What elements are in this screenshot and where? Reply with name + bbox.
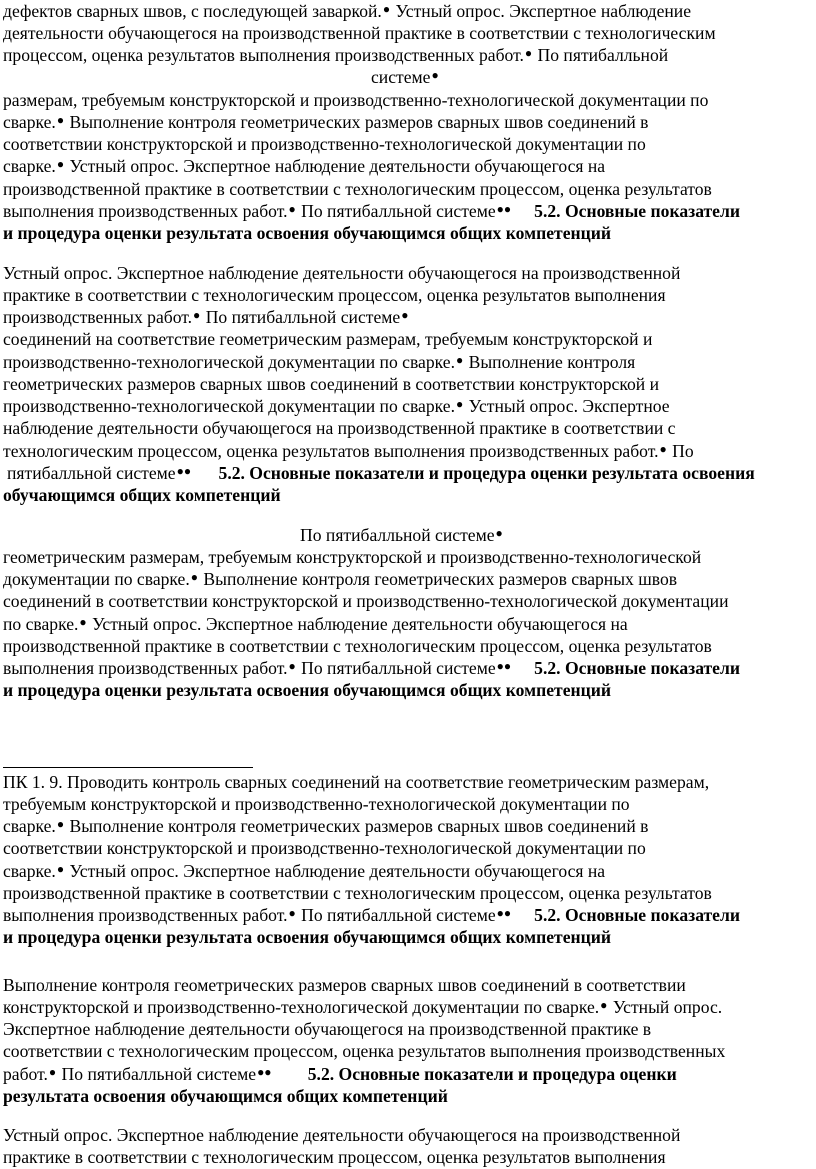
section-heading: результата освоения обучающимся общих компетенций [3,1086,448,1106]
section-heading: 5.2. Основные показатели и процедура оценки [307,1064,677,1084]
text-line: производственных работ.● По пятибалльной системе● [3,307,409,327]
text-line: Устный опрос. Экспертное наблюдение деятельности обучающегося на производственной [3,263,681,283]
text-line: требуемым конструкторской и производственно-технологической документации по [3,794,630,814]
text-line: соединений на соответствие геометрическим размерам, требуемым конструкторской и [3,329,653,349]
text-line: практике в соответствии с технологическим процессом, оценка результатов выполнения [3,285,666,305]
bullet-icon: ●● [496,659,512,673]
text-line: Устный опрос. Экспертное наблюдение деятельности обучающегося на производственной [3,1125,681,1145]
section-heading: 5.2. Основные показатели [534,201,740,221]
section-heading: и процедура оценки результата освоения обучающимся общих компетенций [3,680,612,700]
text-line: конструкторской и производственно-технологической документации по сварке.● Устный опрос. [3,997,723,1017]
text-line: производственной практике в соответствии с технологическим процессом, оценка результатов [3,179,712,199]
bullet-icon: ● [56,113,65,127]
bullet-icon: ● [401,308,409,322]
bullet-icon: ●● [176,464,192,478]
text-line: деятельности обучающегося на производственной практике в соответствии с технологическим [3,23,716,43]
section-heading: 5.2. Основные показатели [534,658,740,678]
text-line: размерам, требуемым конструкторской и производственно-технологической документации по [3,90,709,110]
text-line: выполнения производственных работ.● По пятибалльной системе●● 5.2. Основные показатели [3,201,740,221]
section-heading: обучающимся общих компетенций [3,485,281,505]
text-line: По пятибалльной системе● [300,525,503,545]
text-line: документации по сварке.● Выполнение контроля геометрических размеров сварных швов [3,569,678,589]
bullet-icon: ● [455,353,464,367]
text-line: производственно-технологической документации по сварке.● Устный опрос. Экспертное [3,396,670,416]
text-line: производственной практике в соответствии с технологическим процессом, оценка результатов [3,636,712,656]
text-line: системе● [371,67,439,87]
bullet-icon: ●● [496,906,512,920]
section-heading: 5.2. Основные показатели и процедура оценки результата освоения [218,463,755,483]
bullet-icon: ● [431,68,439,82]
bullet-icon: ● [288,202,296,216]
bullet-icon: ● [495,526,503,540]
text-line: сварке.● Устный опрос. Экспертное наблюдение деятельности обучающегося на [3,156,606,176]
bullet-icon: ●● [496,202,512,216]
bullet-icon: ●● [257,1065,272,1079]
bullet-icon: ● [56,157,65,171]
text-line: работ.● По пятибалльной системе●● 5.2. Основные показатели и процедура оценки [3,1064,677,1084]
text-line: геометрическим размерам, требуемым конструкторской и производственно-технологической [3,547,702,567]
text-line: сварке.● Выполнение контроля геометрических размеров сварных швов соединений в [3,816,649,836]
text-line: ПК 1. 9. Проводить контроль сварных соединений на соответствие геометрическим размерам, [3,772,710,792]
bullet-icon: ● [56,862,65,876]
bullet-icon: ● [193,308,201,322]
text-line: практике в соответствии с технологическим процессом, оценка результатов выполнения [3,1147,666,1167]
text-line: соответствии конструкторской и производственно-технологической документации по [3,838,646,858]
text-line: процессом, оценка результатов выполнения производственных работ.● По пятибалльной [3,45,669,65]
bullet-icon: ● [600,998,608,1012]
text-line: пятибалльной системе●● 5.2. Основные показатели и процедура оценки результата освоения [7,463,755,483]
text-line: технологическим процессом, оценка результатов выполнения производственных работ.● По [3,441,694,461]
section-heading: 5.2. Основные показатели [534,905,740,925]
text-line: наблюдение деятельности обучающегося на производственной практике в соответствии с [3,418,676,438]
text-line: соответствии с технологическим процессом, оценка результатов выполнения производственных [3,1041,726,1061]
bullet-icon: ● [524,46,533,60]
text-line: выполнения производственных работ.● По пятибалльной системе●● 5.2. Основные показатели [3,658,740,678]
text-line: сварке.● Устный опрос. Экспертное наблюдение деятельности обучающегося на [3,861,606,881]
bullet-icon: ● [288,659,296,673]
text-line: сварке.● Выполнение контроля геометрических размеров сварных швов соединений в [3,112,649,132]
bullet-icon: ● [48,1065,57,1079]
text-line: дефектов сварных швов, с последующей заваркой.● Устный опрос. Экспертное наблюдение [3,1,692,21]
text-line: производственной практике в соответствии с технологическим процессом, оценка результатов [3,883,712,903]
bullet-icon: ● [190,570,198,584]
text-line: выполнения производственных работ.● По пятибалльной системе●● 5.2. Основные показатели [3,905,740,925]
text-line: производственно-технологической документации по сварке.● Выполнение контроля [3,352,636,372]
text-line: соединений в соответствии конструкторской и производственно-технологической документации [3,591,729,611]
bullet-icon: ● [659,442,667,456]
bullet-icon: ● [56,817,65,831]
text-line: геометрических размеров сварных швов соединений в соответствии конструкторской и [3,374,660,394]
bullet-icon: ● [455,397,464,411]
text-line: Экспертное наблюдение деятельности обучающегося на производственной практике в [3,1019,652,1039]
bullet-icon: ● [382,2,391,16]
section-heading: и процедура оценки результата освоения обучающимся общих компетенций [3,223,612,243]
section-heading: и процедура оценки результата освоения обучающимся общих компетенций [3,927,612,947]
text-line: соответствии конструкторской и производственно-технологической документации по [3,134,646,154]
footnote-separator [3,767,253,768]
bullet-icon: ● [79,615,87,629]
text-line: по сварке.● Устный опрос. Экспертное наблюдение деятельности обучающегося на [3,614,628,634]
bullet-icon: ● [288,906,296,920]
text-line: Выполнение контроля геометрических размеров сварных швов соединений в соответствии [3,975,686,995]
